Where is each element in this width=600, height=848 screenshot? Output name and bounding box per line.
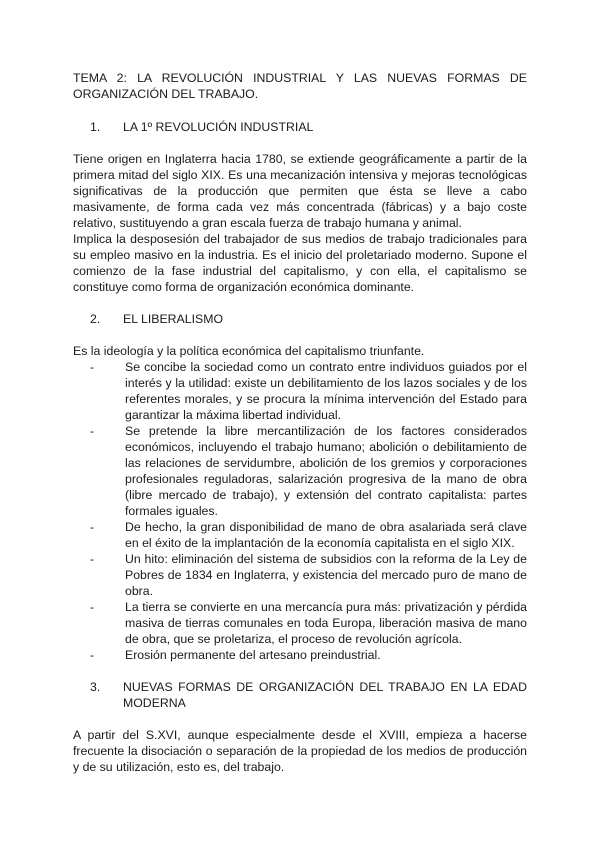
section-3-heading [73,679,527,711]
section-1-heading [73,119,527,135]
list-item [73,647,527,663]
bullet-text: Un hito: eliminación del sistema de subsidios con la reforma de la Ley de Pobres de 1834 en Inglaterra, y existencia del mercado puro de mano de obra. [125,552,527,598]
list-item [73,423,527,519]
liberalism-bullet-list [73,359,527,663]
section-2-heading [73,311,527,327]
bullet-text: La tierra se convierte en una mercancía pura más: privatización y pérdida masiva de tierras comunales en toda Europa, liberación masiva de mano de obra, que se proletariza, el proceso de revolución agrícola. [125,600,527,646]
bullet-text: Erosión permanente del artesano preindustrial. [125,648,381,662]
section-1-title: LA 1º REVOLUCIÓN INDUSTRIAL [123,120,314,134]
document-title: TEMA 2: LA REVOLUCIÓN INDUSTRIAL Y LAS NUEVAS FORMAS DE ORGANIZACIÓN DEL TRABAJO. [73,71,527,101]
bullet-text: De hecho, la gran disponibilidad de mano de obra asalariada será clave en el éxito de la implantación de la economía capitalista en el siglo XIX. [125,520,527,550]
bullet-dash: - [90,360,95,374]
section-3-paragraph-1: A partir del S.XVI, aunque especialmente desde el XVIII, empieza a hacerse frecuente la disociación o separación de la propiedad de los medios de producción y de su utilización, esto es, del trabajo. [73,728,527,774]
section-3-title: NUEVAS FORMAS DE ORGANIZACIÓN DEL TRABAJO EN LA EDAD MODERNA [123,680,527,710]
bullet-dash: - [90,520,95,534]
section-3-number: 3. [90,680,101,694]
list-item [73,519,527,551]
section-1-paragraph-1: Tiene origen en Inglaterra hacia 1780, se extiende geográficamente a partir de la primera mitad del siglo XIX. Es una mecanización intensiva y mejoras tecnológicas significativas de la producción que permiten que ésta se lleve a cabo masivamente, de forma cada vez más concentrada (fábricas) y a bajo coste relativo, sustituyendo a gran escala fuerza de trabajo humana y animal. [73,152,527,230]
bullet-dash: - [90,424,95,438]
section-1-number: 1. [90,120,101,134]
bullet-dash: - [90,600,95,614]
section-2-title: EL LIBERALISMO [123,312,224,326]
bullet-dash: - [90,648,95,662]
section-1-paragraph-2: Implica la desposesión del trabajador de sus medios de trabajo tradicionales para su empleo masivo en la industria. Es el inicio del proletariado moderno. Supone el comienzo de la fase industrial del capitalismo, y con ella, el capitalismo se constituye como forma de organización económica dominante. [73,232,527,294]
section-2-number: 2. [90,312,101,326]
bullet-text: Se concibe la sociedad como un contrato entre individuos guiados por el interés y la utilidad: existe un debilitamiento de los lazos sociales y de los referentes morales, y se procura la mínima intervención del Estado para garantizar la máxima libertad individual. [125,360,527,422]
bullet-dash: - [90,552,95,566]
list-item [73,359,527,423]
bullet-text: Se pretende la libre mercantilización de los factores considerados económicos, incluyendo el trabajo humano; abolición o debilitamiento de las relaciones de servidumbre, abolición de los gremios y corporaciones profesionales reguladoras, salarización progresiva de la mano de obra (libre mercado de trabajo), y extensión del contrato capitalista: partes formales iguales. [125,424,527,518]
section-2-intro: Es la ideología y la política económica del capitalismo triunfante. [73,344,425,358]
list-item [73,551,527,599]
list-item [73,599,527,647]
